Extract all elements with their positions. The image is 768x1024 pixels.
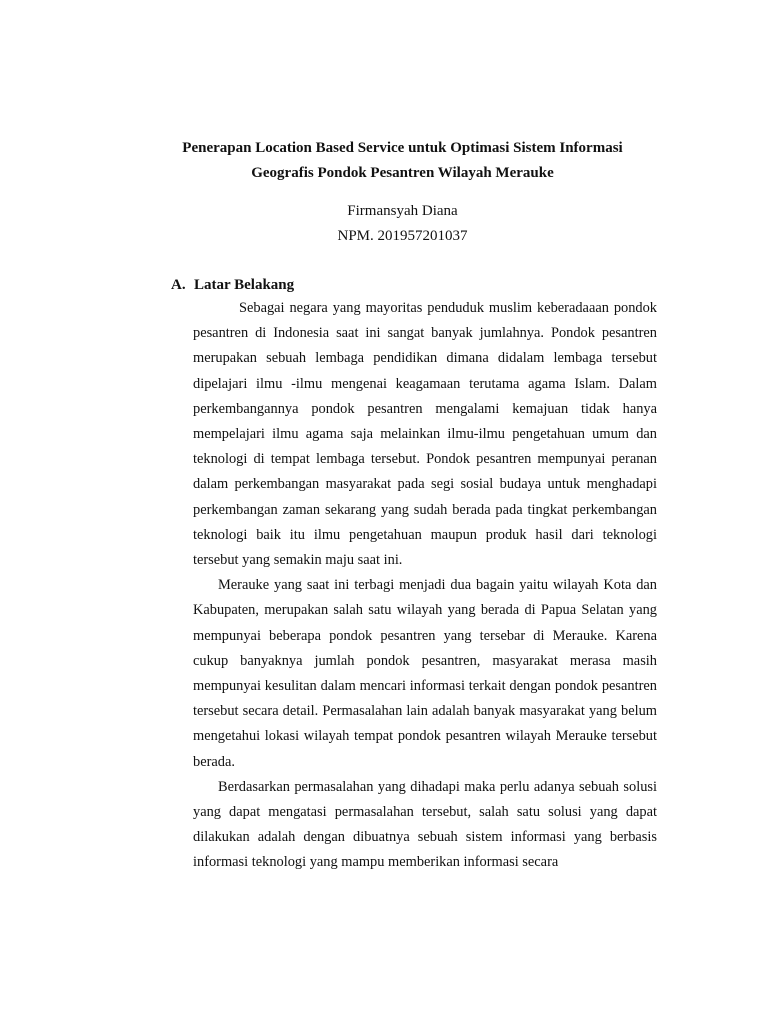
- author-block: [130, 199, 675, 249]
- section-heading: [171, 275, 294, 295]
- paragraph-1: Sebagai negara yang mayoritas penduduk muslim keberadaaan pondok pesantren di Indonesia saat ini sangat banyak jumlahnya. Pondok pesantren merupakan sebuah lembaga pendidikan dimana didalam lembaga tersebut dipelajari ilmu -ilmu mengenai keagamaan terutama agama Islam. Dalam perkembangannya pondok pesantren mengalami kemajuan tidak hanya mempelajari ilmu agama saja melainkan ilmu-ilmu pengetahuan umum dan teknologi di tempat lembaga tersebut. Pondok pesantren mempunyai peranan dalam perkembangan masyarakat pada segi sosial budaya untuk menghadapi perkembangan zaman sekarang yang sudah berada pada tingkat perkembangan teknologi baik itu ilmu pengetahuan maupun produk hasil dari teknologi tersebut yang semakin maju saat ini.: [193, 300, 657, 569]
- section-title: Latar Belakang: [194, 277, 295, 293]
- document-title: [130, 136, 675, 186]
- paragraph-3: Berdasarkan permasalahan yang dihadapi maka perlu adanya sebuah solusi yang dapat mengatasi permasalahan tersebut, salah satu solusi yang dapat dilakukan adalah dengan dibuatnya sebuah sistem informasi yang berbasis informasi teknologi yang mampu memberikan informasi secara: [193, 778, 657, 871]
- title-line-2: Geografis Pondok Pesantren Wilayah Merauke: [251, 165, 554, 181]
- paragraph-2: Merauke yang saat ini terbagi menjadi dua bagain yaitu wilayah Kota dan Kabupaten, merupakan salah satu wilayah yang berada di Papua Selatan yang mempunyai beberapa pondok pesantren yang tersebar di Merauke. Karena cukup banyaknya jumlah pondok pesantren, masyarakat merasa masih mempunyai kesulitan dalam mencari informasi terkait dengan pondok pesantren tersebut secara detail. Permasalahan lain adalah banyak masyarakat yang belum mengetahui lokasi wilayah tempat pondok pesantren wilayah Merauke tersebut berada.: [193, 577, 657, 770]
- section-letter: A.: [171, 277, 186, 293]
- author-npm: NPM. 201957201037: [337, 228, 468, 244]
- author-name: Firmansyah Diana: [347, 203, 458, 219]
- title-line-1: Penerapan Location Based Service untuk Optimasi Sistem Informasi: [182, 140, 623, 156]
- body-text: [193, 296, 657, 876]
